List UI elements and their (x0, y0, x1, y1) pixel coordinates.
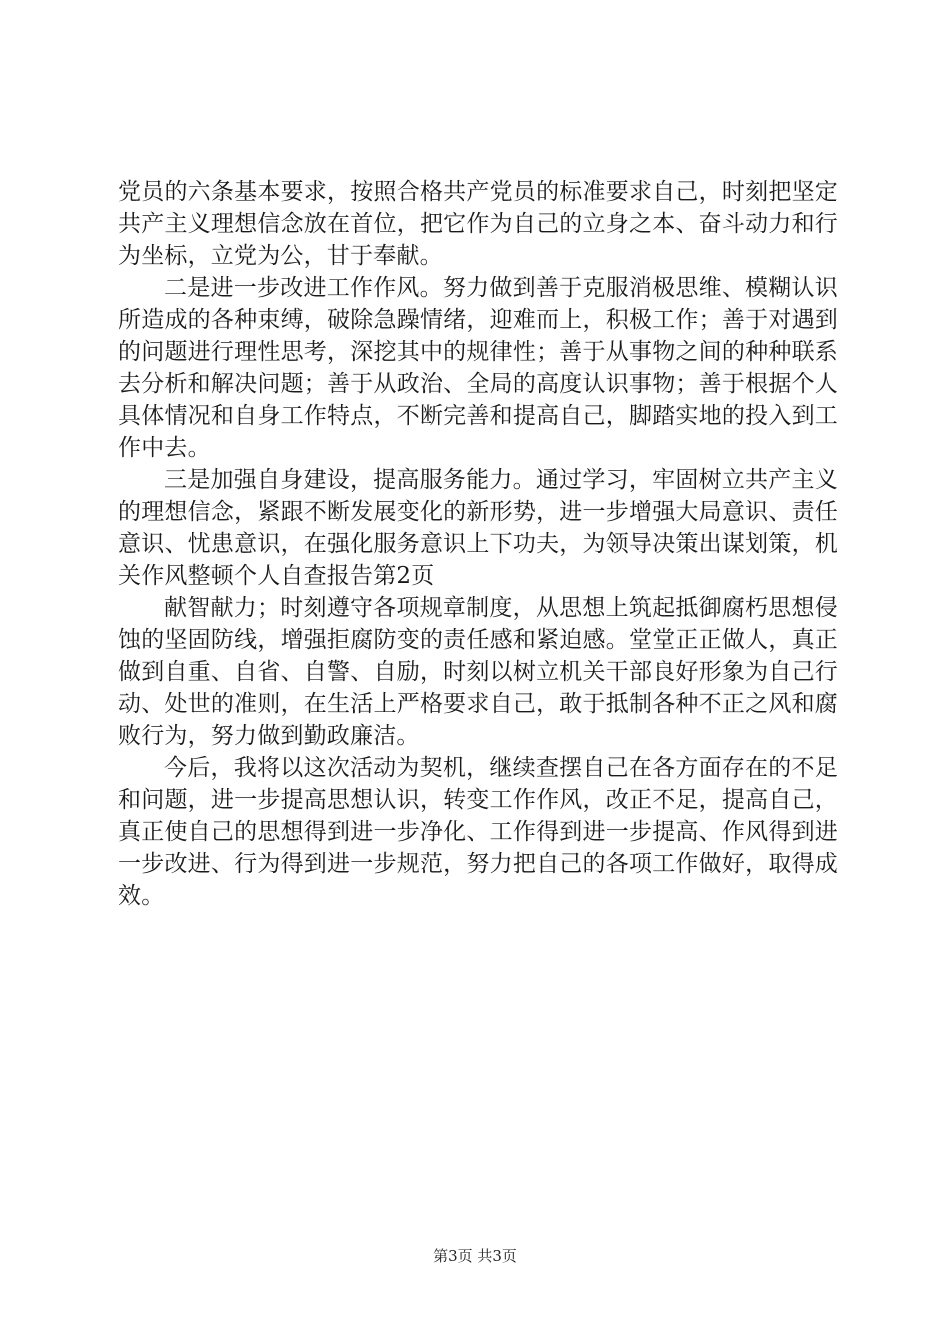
paragraph-5: 今后，我将以这次活动为契机，继续查摆自己在各方面存在的不足和问题，进一步提高思想认识，转变工作作风，改正不足，提高自己，真正使自己的思想得到进一步净化、工作得到进一步提高、作风得到进一步改进、行为得到进一步规范，努力把自己的各项工作做好，取得成效。 (118, 755, 838, 909)
document-body (118, 176, 838, 912)
paragraph-2: 二是进一步改进工作作风。努力做到善于克服消极思维、模糊认识所造成的各种束缚，破除急躁情绪，迎难而上，积极工作；善于对遇到的问题进行理性思考，深挖其中的规律性；善于从事物之间的种种联系去分析和解决问题；善于从政治、全局的高度认识事物；善于根据个人具体情况和自身工作特点，不断完善和提高自己，脚踏实地的投入到工作中去。 (118, 275, 838, 461)
page-number-footer: 第3页 共3页 (433, 1247, 517, 1265)
paragraph-1: 党员的六条基本要求，按照合格共产党员的标准要求自己，时刻把坚定共产主义理想信念放在首位，把它作为自己的立身之本、奋斗动力和行为坐标，立党为公，甘于奉献。 (118, 179, 838, 269)
paragraph-4: 献智献力；时刻遵守各项规章制度，从思想上筑起抵御腐朽思想侵蚀的坚固防线，增强拒腐防变的责任感和紧迫感。堂堂正正做人，真正做到自重、自省、自警、自励，时刻以树立机关干部良好形象为自己行动、处世的准则，在生活上严格要求自己，敢于抵制各种不正之风和腐败行为，努力做到勤政廉洁。 (118, 595, 838, 749)
paragraph-3: 三是加强自身建设，提高服务能力。通过学习，牢固树立共产主义的理想信念，紧跟不断发展变化的新形势，进一步增强大局意识、责任意识、忧患意识，在强化服务意识上下功夫，为领导决策出谋划策，机关作风整顿个人自查报告第2页 (118, 467, 838, 589)
